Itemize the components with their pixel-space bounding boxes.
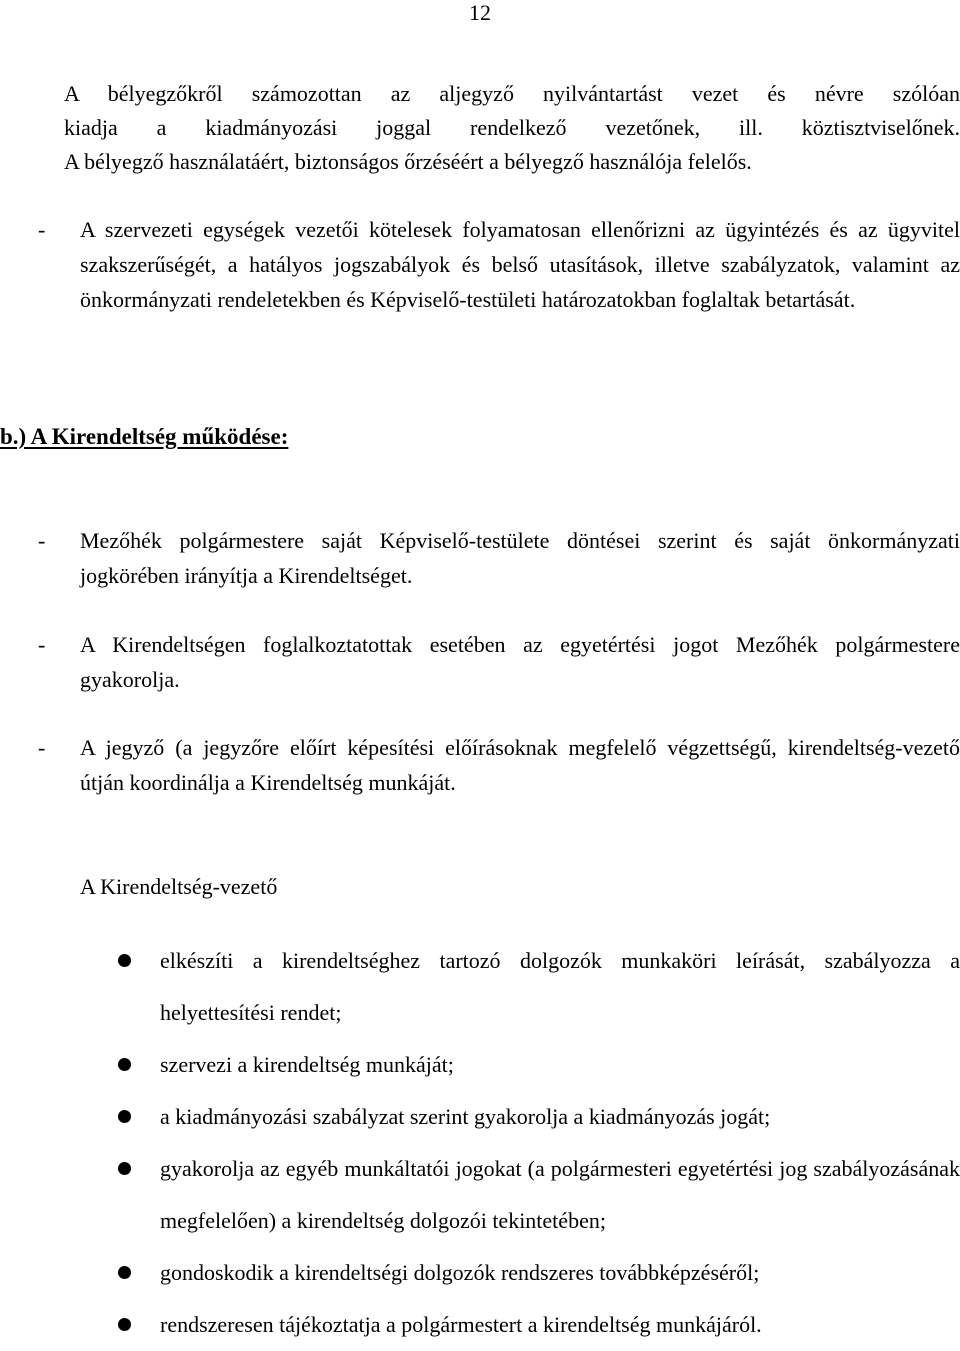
dash-item-text: A szervezeti egységek vezetői kötelesek folyamatosan ellenőrizni az ügyintézés és az ügyvitel szakszerűségét, a hatályos jogszabályok és belső utasítások, illetve szabályzatok, valamint az önkormányzati rendeletekben és Képviselő-testületi határozatokban foglaltak betartását. xyxy=(80,217,960,312)
dash-marker: - xyxy=(38,735,46,760)
list-item-text: rendszeresen tájékoztatja a polgármestert a kirendeltség munkájáról. xyxy=(160,1312,762,1337)
list-item xyxy=(0,1039,960,1091)
dash-marker: - xyxy=(38,632,46,657)
bullet-list xyxy=(0,935,960,1351)
bullet-icon xyxy=(118,1318,131,1331)
page-number: 12 xyxy=(469,0,491,25)
intro-line: kiadja a kiadmányozási joggal rendelkező vezetőnek, ill. köztisztviselőnek. xyxy=(64,115,960,140)
dash-list-item xyxy=(0,523,960,593)
list-item-text: szervezi a kirendeltség munkáját; xyxy=(160,1052,454,1077)
list-item xyxy=(0,1091,960,1143)
list-item-text: gyakorolja az egyéb munkáltatói jogokat (a polgármesteri egyetértési jog szabályozásának megfelelően) a kirendeltség dolgozói tekintetében; xyxy=(160,1156,960,1233)
dash-item-text: A Kirendeltségen foglalkoztatottak esetében az egyetértési jogot Mezőhék polgármestere gyakorolja. xyxy=(80,632,960,692)
dash-list-item xyxy=(0,730,960,800)
section-heading: b.) A Kirendeltség működése: xyxy=(0,424,289,449)
list-item xyxy=(0,935,960,1039)
intro-line: A bélyegzőkről számozottan az aljegyző nyilvántartást vezet és névre szólóan xyxy=(64,81,960,106)
bullet-icon xyxy=(118,1110,131,1123)
dash-list-item xyxy=(0,212,960,352)
bullet-icon xyxy=(118,1266,131,1279)
bullet-icon xyxy=(118,1058,131,1071)
list-item-text: elkészíti a kirendeltséghez tartozó dolgozók munkaköri leírását, szabályozza a helyettesítési rendet; xyxy=(160,948,960,1025)
list-item-text: a kiadmányozási szabályzat szerint gyakorolja a kiadmányozás jogát; xyxy=(160,1104,771,1129)
subheading: A Kirendeltség-vezető xyxy=(80,874,278,899)
list-item xyxy=(0,1299,960,1351)
bullet-icon xyxy=(118,954,131,967)
list-item-text: gondoskodik a kirendeltségi dolgozók rendszeres továbbképzéséről; xyxy=(160,1260,760,1285)
dash-marker: - xyxy=(38,528,46,553)
dash-item-text: Mezőhék polgármestere saját Képviselő-testülete döntései szerint és saját önkormányzati jogkörében irányítja a Kirendeltséget. xyxy=(80,528,960,588)
bullet-icon xyxy=(118,1162,131,1175)
list-item xyxy=(0,1143,960,1247)
list-item xyxy=(0,1247,960,1299)
intro-line: A bélyegző használatáért, biztonságos őrzéséért a bélyegző használója felelős. xyxy=(64,149,752,174)
dash-item-text: A jegyző (a jegyzőre előírt képesítési előírásoknak megfelelő végzettségű, kirendeltség-vezető útján koordinálja a Kirendeltség munkáját. xyxy=(80,735,960,795)
dash-marker: - xyxy=(38,217,46,242)
dash-list-item xyxy=(0,627,960,697)
intro-paragraph xyxy=(64,77,960,179)
